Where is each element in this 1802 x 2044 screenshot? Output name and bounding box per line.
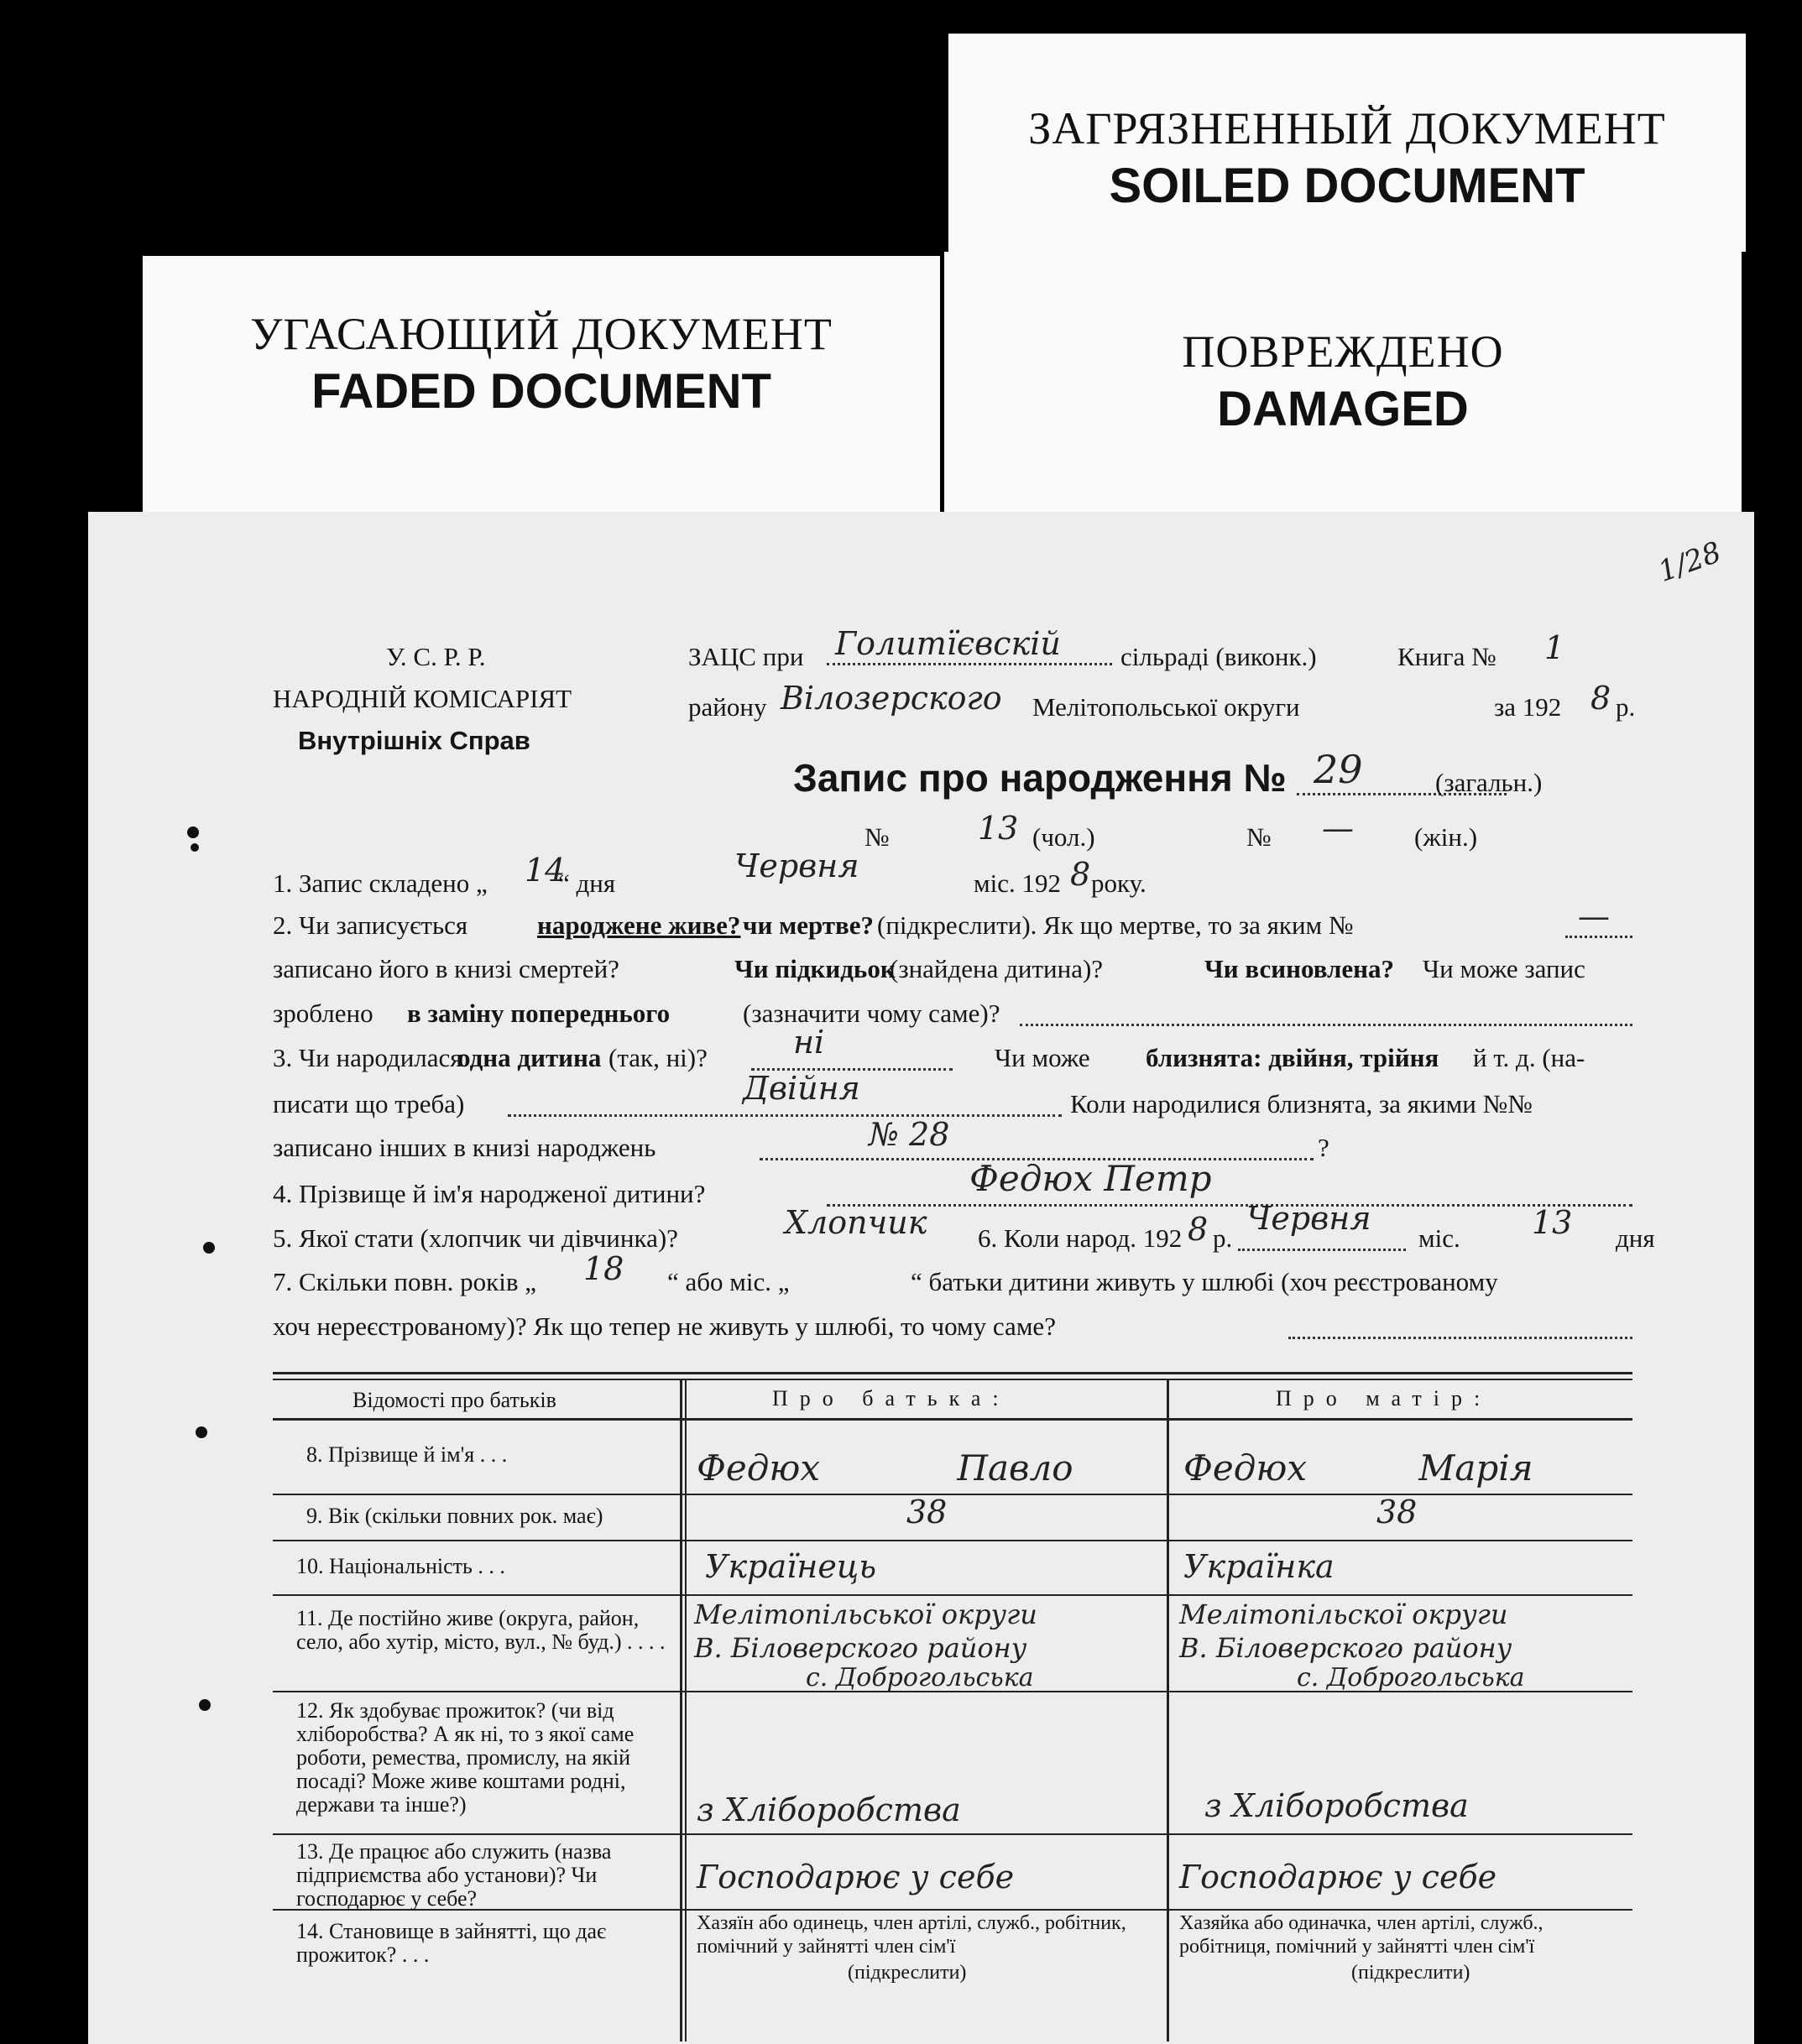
hw-book-no: 1 bbox=[1544, 629, 1565, 666]
female-label: (жін.) bbox=[1414, 822, 1478, 852]
q3-b: одна дитина bbox=[457, 1043, 602, 1072]
okrug-label: Мелітопольської округи bbox=[1032, 692, 1300, 722]
twins-line bbox=[508, 1114, 1062, 1117]
q2-b: народжене живе? bbox=[537, 910, 741, 940]
hw-male-no: 13 bbox=[978, 810, 1019, 847]
q1-c: міс. 192 bbox=[974, 868, 1061, 898]
village-council-label: сільраді (виконк.) bbox=[1120, 642, 1317, 671]
q6-d: дня bbox=[1616, 1223, 1655, 1253]
q1-a: 1. Запис складено „ bbox=[273, 868, 488, 898]
faded-en: FADED DOCUMENT bbox=[311, 364, 771, 419]
q2-k: в заміну попереднього bbox=[407, 999, 671, 1028]
hw-year2: 8 bbox=[1070, 856, 1091, 893]
q1-b: “ дня bbox=[558, 868, 616, 898]
damaged-card bbox=[944, 252, 1742, 516]
hw-birth-year: 8 bbox=[1188, 1211, 1209, 1248]
female-num-sign: № bbox=[1246, 822, 1272, 852]
damaged-en: DAMAGED bbox=[1217, 382, 1469, 436]
row11-label: 11. Де постійно живе (округа, район, село, або хутір, місто, вул., № буд.) . . . . bbox=[296, 1606, 666, 1654]
q3-i: записано інших в книзі народжень bbox=[273, 1133, 656, 1162]
q7-c: “ батьки дитини живуть у шлюбі (хоч реєстрованому bbox=[911, 1267, 1498, 1296]
male-label: (чол.) bbox=[1032, 822, 1095, 852]
q3-f: й т. д. (на- bbox=[1473, 1043, 1585, 1072]
general-label: (загальн.) bbox=[1435, 768, 1543, 797]
q2-i: Чи може запис bbox=[1423, 954, 1585, 983]
hw-district: Вілозерского bbox=[781, 680, 1002, 717]
hw-father-name: Федюх Павло bbox=[697, 1447, 1073, 1489]
male-num-sign: № bbox=[864, 822, 890, 852]
q1-d: року. bbox=[1091, 868, 1146, 898]
hw-birth-month: Червня bbox=[1246, 1200, 1371, 1237]
binding-hole bbox=[199, 1699, 211, 1711]
q7-a: 7. Скільки повн. років „ bbox=[273, 1267, 536, 1296]
soiled-en: SOILED DOCUMENT bbox=[1109, 159, 1585, 213]
q3-question: ? bbox=[1318, 1133, 1329, 1162]
hw-mother-res3: с. Доброгольська bbox=[1297, 1663, 1525, 1692]
mother-status-options: Хазяйка або одиначка, член артілі, служб., робітниця, помічний у зайнятті член сім'ї bbox=[1179, 1912, 1543, 1958]
q2-l: (зазначити чому саме)? bbox=[743, 999, 1000, 1028]
binding-hole bbox=[187, 826, 199, 838]
damaged-ru: ПОВРЕЖДЕНО bbox=[1182, 326, 1504, 377]
year-suffix: р. bbox=[1616, 692, 1636, 722]
book-label: Книга № bbox=[1397, 642, 1496, 671]
row-rule bbox=[273, 1494, 1632, 1495]
col-divider-2 bbox=[1167, 1379, 1169, 2041]
q3-d: Чи може bbox=[995, 1043, 1090, 1072]
q2-e: записано його в книзі смертей? bbox=[273, 954, 619, 983]
q6-b: р. bbox=[1213, 1223, 1233, 1253]
q2-f: Чи підкидьок bbox=[734, 954, 896, 983]
q3-a: 3. Чи народилася bbox=[273, 1043, 462, 1072]
row-rule bbox=[273, 1594, 1632, 1596]
col-divider-1b bbox=[685, 1379, 687, 2041]
hw-father-res3: с. Доброгольська bbox=[806, 1663, 1034, 1692]
q7-b: “ або міс. „ bbox=[667, 1267, 790, 1296]
q2-h: Чи всиновлена? bbox=[1204, 954, 1395, 983]
row-rule bbox=[273, 1833, 1632, 1835]
father-underline-note: (підкреслити) bbox=[848, 1962, 967, 1984]
row14-label: 14. Становище в зайнятті, що дає прожиток? . . . bbox=[296, 1919, 607, 1967]
birth-month-line bbox=[1238, 1249, 1406, 1251]
child-name-line bbox=[827, 1204, 1632, 1207]
hw-child-name: Федюх Петр bbox=[969, 1158, 1212, 1199]
hw-twins: Двійня bbox=[743, 1070, 860, 1107]
table-header-rule bbox=[273, 1418, 1632, 1421]
col1-header: Про батька: bbox=[772, 1386, 1011, 1410]
internal-affairs-label: Внутрішніх Справ bbox=[298, 726, 530, 755]
q6-c: міс. bbox=[1418, 1223, 1460, 1253]
hw-mother-age: 38 bbox=[1376, 1494, 1418, 1530]
hw-twin-no: № 28 bbox=[869, 1116, 950, 1153]
col0-header: Відомості про батьків bbox=[353, 1388, 556, 1412]
q5: 5. Якої стати (хлопчик чи дівчинка)? bbox=[273, 1223, 678, 1253]
faded-ru: УГАСАЮЩИЙ ДОКУМЕНТ bbox=[250, 309, 833, 359]
q2-c: чи мертве? bbox=[743, 910, 875, 940]
row10-label: 10. Національність . . . bbox=[296, 1554, 505, 1578]
hw-dead-no: — bbox=[1578, 898, 1610, 935]
binding-hole bbox=[203, 1242, 215, 1254]
hw-female-no: — bbox=[1322, 810, 1354, 847]
soiled-document-card bbox=[948, 34, 1746, 252]
hw-birth-day: 13 bbox=[1532, 1204, 1573, 1241]
col2-header: Про матір: bbox=[1276, 1386, 1492, 1410]
hw-month: Червня bbox=[734, 847, 859, 884]
hw-mother-res1: Мелітопільскої округи bbox=[1179, 1598, 1508, 1630]
hw-sex: Хлопчик bbox=[785, 1204, 927, 1241]
q6-a: 6. Коли народ. 192 bbox=[978, 1223, 1183, 1253]
table-top-rule-2 bbox=[273, 1379, 1632, 1380]
q3-g: писати що треба) bbox=[273, 1089, 465, 1118]
q3-e: близнята: двійня, трійня bbox=[1146, 1043, 1439, 1072]
zags-prefix: ЗАЦС при bbox=[688, 642, 804, 671]
hw-father-age: 38 bbox=[906, 1494, 948, 1530]
mother-underline-note: (підкреслити) bbox=[1351, 1962, 1470, 1984]
usrr-label: У. С. Р. Р. bbox=[386, 642, 486, 671]
hw-record-no: 29 bbox=[1314, 747, 1363, 792]
row9-label: 9. Вік (скільки повних рок. має) bbox=[306, 1504, 603, 1528]
q2-a: 2. Чи записується bbox=[273, 910, 468, 940]
hw-mother-name: Федюх Марія bbox=[1183, 1447, 1533, 1489]
birth-record-sheet bbox=[88, 512, 1754, 2044]
row8-label: 8. Прізвище й ім'я . . . bbox=[306, 1442, 508, 1467]
table-top-rule bbox=[273, 1372, 1632, 1374]
hw-mother-work: Господарює у себе bbox=[1179, 1859, 1497, 1895]
hw-mother-nat: Українка bbox=[1183, 1548, 1335, 1585]
hw-one-child: ні bbox=[793, 1024, 825, 1061]
row13-label: 13. Де працює або служить (назва підприємства або установи)? Чи господарює у себе? bbox=[296, 1839, 612, 1911]
faded-document-card bbox=[143, 256, 940, 516]
q2-g: (знайдена дитина)? bbox=[890, 954, 1104, 983]
hw-father-res1: Мелітопільської округи bbox=[694, 1598, 1037, 1630]
q2-line bbox=[1020, 1024, 1632, 1026]
q7-d: хоч нереєстрованому)? Як що тепер не живуть у шлюбі, то чому саме? bbox=[273, 1311, 1056, 1341]
dead-no-line bbox=[1565, 936, 1632, 938]
hw-mother-income: з Хліборобства bbox=[1204, 1787, 1469, 1824]
hw-year: 8 bbox=[1590, 680, 1611, 717]
hw-father-res2: В. Біловерского району bbox=[694, 1632, 1027, 1664]
q3-h: Коли народилися близнята, за якими №№ bbox=[1070, 1089, 1533, 1118]
father-status-options: Хазяїн або одинець, член артілі, служб., робітник, помічний у зайнятті член сім'ї bbox=[697, 1912, 1126, 1958]
council-line bbox=[827, 663, 1112, 665]
year-label: за 192 bbox=[1494, 692, 1562, 722]
hw-marriage-years: 18 bbox=[583, 1250, 624, 1287]
q2-d: (підкреслити). Як що мертве, то за яким № bbox=[877, 910, 1354, 940]
q3-c: (так, ні)? bbox=[609, 1043, 708, 1072]
binding-hole bbox=[191, 843, 199, 852]
col-divider-1 bbox=[680, 1379, 682, 2041]
q7-line bbox=[1288, 1337, 1632, 1339]
district-prefix: району bbox=[688, 692, 767, 722]
hw-father-work: Господарює у себе bbox=[697, 1859, 1015, 1895]
q4: 4. Прізвище й ім'я народженої дитини? bbox=[273, 1179, 706, 1208]
row12-label: 12. Як здобуває прожиток? (чи від хліборобства? А як ні, то з якої саме роботи, ремества, промислу, на якій посаді? Може живе коштами родні, держави та інше?) bbox=[296, 1698, 635, 1817]
record-title: Запис про народження № bbox=[793, 756, 1287, 800]
commissariat-label: НАРОДНІЙ КОМІСАРІЯТ bbox=[273, 684, 572, 713]
hw-father-nat: Українець bbox=[705, 1548, 877, 1585]
hw-mother-res2: В. Біловерского району bbox=[1179, 1632, 1512, 1664]
hw-day: 14 bbox=[525, 852, 566, 889]
hw-father-income: з Хліборобства bbox=[697, 1791, 961, 1828]
binding-hole bbox=[196, 1426, 207, 1438]
q2-j: зроблено bbox=[273, 999, 373, 1028]
hw-council: Голитїєвскій bbox=[835, 625, 1061, 662]
soiled-ru: ЗАГРЯЗНЕННЫЙ ДОКУМЕНТ bbox=[1028, 103, 1666, 154]
row-rule bbox=[273, 1540, 1632, 1541]
corner-note: 1/28 bbox=[1653, 535, 1726, 589]
